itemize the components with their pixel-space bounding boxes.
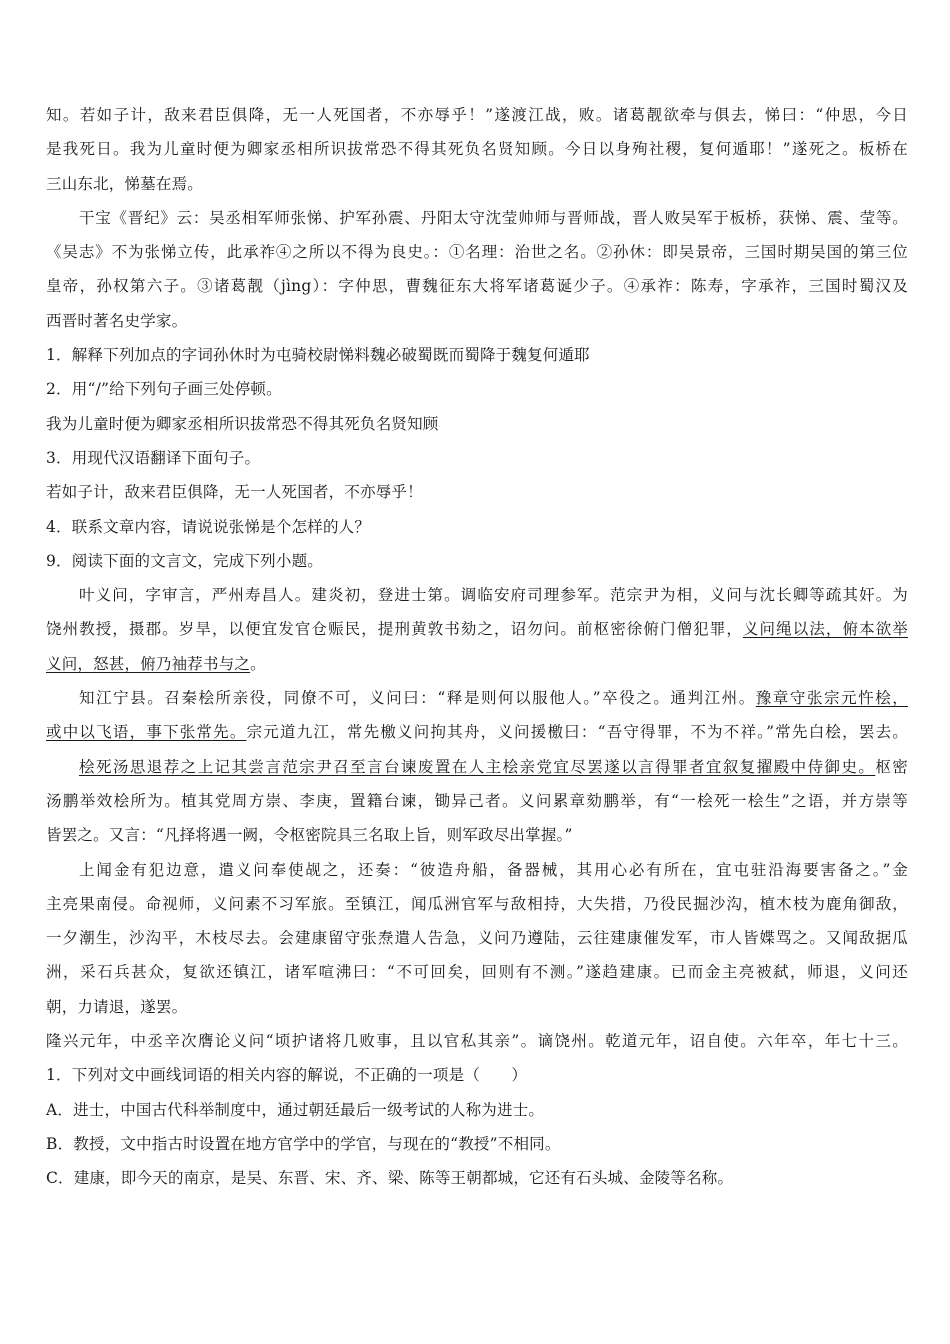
underlined-text: 义问，怒甚，俯乃袖荐书与之 xyxy=(46,654,251,673)
underlined-text: 或中以飞语，事下张常先。 xyxy=(46,723,247,742)
answer-option: B．教授，文中指古时设置在地方官学中的学官，与现在的“教授”不相同。 xyxy=(46,1134,561,1153)
question-line: 1．下列对文中画线词语的相关内容的解说，不正确的一项是（ ） xyxy=(46,1066,528,1085)
passage-line xyxy=(46,681,908,715)
passage-text: 宗元道九江，常先檄义问拘其舟，义问援檄曰：“吾守得罪，不为不祥。”常先白桧，罢去。 xyxy=(246,723,908,742)
passage-line: 西晋时著名史学家。 xyxy=(46,311,188,330)
passage-line xyxy=(46,750,908,784)
passage-line xyxy=(46,715,908,749)
passage-line: 三山东北，悌墓在焉。 xyxy=(46,174,204,193)
passage-line: 洲，采石兵甚众，复欲还镇江，诸军喧沸曰：“不可回矣，回则有不测。”遂趋建康。已而金主亮被弑，师退，义问还 xyxy=(46,963,908,982)
passage-line: 《吴志》不为张悌立传，此承祚④之所以不得为良史。：①名理：治世之名。②孙休：即吴景帝，三国时期吴国的第三位 xyxy=(46,243,908,262)
passage-text: 枢密 xyxy=(875,757,908,776)
passage-line: 隆兴元年，中丞辛次膺论义问“顷护诸将几败事，且以官私其亲”。谪饶州。乾道元年，诏自使。六年卒，年七十三。 xyxy=(46,1032,908,1051)
underlined-text: 桧死汤思退荐之上记其尝言范宗尹召至言台谏废置在人主桧亲党宜尽罢遂以言得罪者宜叙复擢殿中侍御史。 xyxy=(79,757,876,776)
question-line: 2．用“/”给下列句子画三处停顿。 xyxy=(46,380,282,399)
passage-text: 。 xyxy=(250,654,266,673)
question-line: 我为儿童时便为卿家丞相所识拔常恐不得其死负名贤知顾 xyxy=(46,414,439,433)
passage-line: 皇帝，孙权第六子。③诸葛靓（jìng）：字仲思，曹魏征东大将军诸葛诞少子。④承祚：陈寿，字承祚，三国时蜀汉及 xyxy=(46,277,908,296)
passage-line xyxy=(46,647,908,681)
document-page xyxy=(46,98,908,1196)
question-line: 9．阅读下面的文言文，完成下列小题。 xyxy=(46,551,323,570)
question-line: 3．用现代汉语翻译下面句子。 xyxy=(46,448,261,467)
passage-line: 皆罢之。又言：“凡择将遇一阙，令枢密院具三名取上旨，则军政尽出掌握。” xyxy=(46,826,573,845)
answer-option: A．进士，中国古代科举制度中，通过朝廷最后一级考试的人称为进士。 xyxy=(46,1100,545,1119)
passage-text: 知江宁县。召秦桧所亲役，同僚不可，义问曰：“释是则何以服他人。”卒役之。通判江州。 xyxy=(79,689,756,708)
question-line: 若如子计，敌来君臣俱降，无一人死国者，不亦辱乎！ xyxy=(46,483,423,502)
passage-line: 一夕潮生，沙沟平，木枝尽去。会建康留守张焘遣人告急，义问乃遵陆，云往建康催发军，市人皆媟骂之。又闻敌据瓜 xyxy=(46,929,908,948)
passage-line: 干宝《晋纪》云：吴丞相军师张悌、护军孙震、丹阳太守沈莹帅师与晋师战，晋人败吴军于板桥，获悌、震、莹等。 xyxy=(79,208,908,227)
passage-line: 知。若如子计，敌来君臣俱降，无一人死国者，不亦辱乎！”遂渡江战，败。诸葛靓欲牵与俱去，悌曰：“仲思，今日 xyxy=(46,106,908,124)
passage-text: 饶州教授，摄郡。岁旱，以便宜发官仓赈民，提刑黄敦书劾之，诏勿问。前枢密徐俯门僧犯罪， xyxy=(46,620,743,639)
underlined-text: 义问绳以法，俯本欲举 xyxy=(742,620,908,639)
passage-line xyxy=(46,612,908,646)
passage-line: 叶义问，字审言，严州寿昌人。建炎初，登进士第。调临安府司理参军。范宗尹为相，义问与沈长卿等疏其奸。为 xyxy=(79,586,908,605)
answer-option: C．建康，即今天的南京，是吴、东晋、宋、齐、梁、陈等王朝都城，它还有石头城、金陵等名称。 xyxy=(46,1169,734,1188)
passage-line: 是我死日。我为儿童时便为卿家丞相所识拔常恐不得其死负名贤知顾。今日以身殉社稷，复何遁耶！”遂死之。板桥在 xyxy=(46,140,908,159)
question-line: 4．联系文章内容，请说说张悌是个怎样的人？ xyxy=(46,517,371,536)
passage-line: 朝，力请退，遂罢。 xyxy=(46,997,188,1016)
passage-line: 主亮果南侵。命视师，义问素不习军旅。至镇江，闻瓜洲官军与敌相持，大失措，乃役民掘沙沟，植木枝为鹿角御敌， xyxy=(46,894,908,913)
passage-line: 上闻金有犯边意，遣义问奉使觇之，还奏：“彼造舟船，备器械，其用心必有所在，宜屯驻沿海要害备之。”金 xyxy=(79,860,908,879)
underlined-text: 豫章守张宗元忤桧， xyxy=(755,689,908,708)
passage-line: 汤鹏举效桧所为。植其党周方崇、李庚，置籍台谏，锄异己者。义问累章劾鹏举，有“一桧死一桧生”之语，并方崇等 xyxy=(46,791,908,810)
question-line: 1．解释下列加点的字词孙休时为屯骑校尉悌料魏必破蜀既而蜀降于魏复何遁耶 xyxy=(46,346,590,365)
